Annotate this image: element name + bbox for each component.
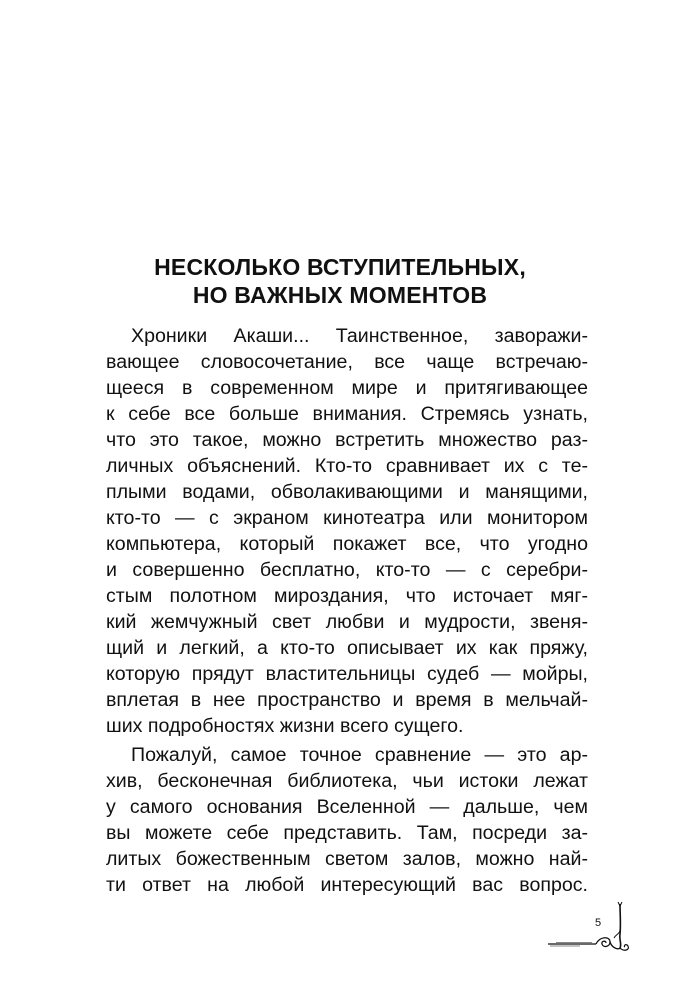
text-line: что это такое, можно встретить множество раз- [106, 429, 588, 451]
text-line: хив, бесконечная библиотека, чьи истоки лежат [106, 770, 588, 792]
text-line: и совершенно бесплатно, кто-то — с серебри- [106, 559, 588, 581]
text-line: щееся в современном мире и притягивающее [106, 377, 588, 399]
chapter-title-line-2: НО ВАЖНЫХ МОМЕНТОВ [192, 282, 488, 308]
text-line: Пожалуй, самое точное сравнение — это ар- [131, 744, 588, 766]
text-line: ших подробностях жизни всего сущего. [106, 715, 464, 737]
text-line: вающее словосочетание, все чаще встречаю- [106, 351, 588, 373]
text-line: ти ответ на любой интересующий вас вопрос. [106, 874, 588, 896]
page-number: 5 [595, 917, 602, 929]
text-line: вплетая в нее пространство и время в мельчай- [106, 689, 588, 711]
text-line: которую прядут властительницы судеб — мойры, [106, 663, 588, 685]
text-line: к себе все больше внимания. Стремясь узнать, [106, 403, 588, 425]
text-line: стым полотном мироздания, что источает мяг- [106, 585, 588, 607]
chapter-title-line-1: НЕСКОЛЬКО ВСТУПИТЕЛЬНЫХ, [154, 254, 526, 280]
text-line: плыми водами, обволакивающими и манящими, [106, 481, 588, 503]
page-ornament-icon [540, 900, 640, 960]
text-line: Хроники Акаши... Таинственное, заворажи- [131, 325, 588, 347]
text-line: личных объяснений. Кто-то сравнивает их с те- [106, 455, 588, 477]
text-line: вы можете себе представить. Там, посреди за- [106, 822, 588, 844]
text-line: у самого основания Вселенной — дальше, чем [106, 796, 588, 818]
text-line: щий и легкий, а кто-то описывает их как пряжу, [106, 637, 588, 659]
text-line: кто-то — с экраном кинотеатра или монитором [106, 507, 588, 529]
text-line: кий жемчужный свет любви и мудрости, звеня- [106, 611, 588, 633]
text-line: компьютера, который покажет все, что угодно [106, 533, 588, 555]
text-line: литых божественным светом залов, можно най- [106, 848, 588, 870]
